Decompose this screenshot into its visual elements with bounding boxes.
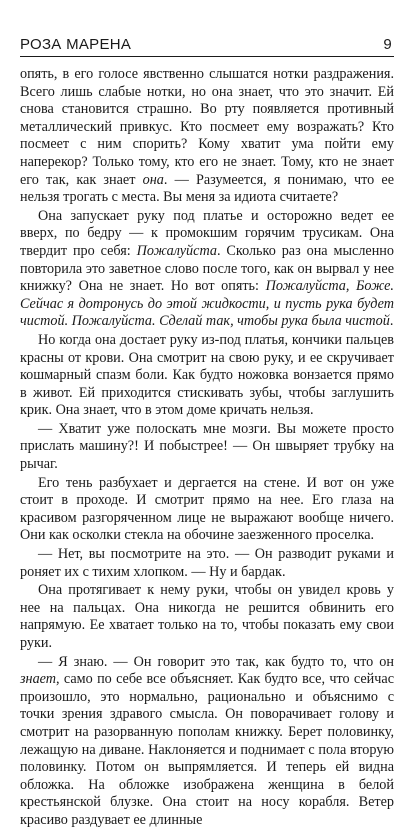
paragraph xyxy=(20,546,394,581)
paragraph xyxy=(20,208,394,331)
running-header xyxy=(20,34,394,57)
paragraph xyxy=(20,654,394,830)
paragraph xyxy=(20,475,394,545)
text-run: . — Разумеется, я понимаю, что ее нельзя трогать с места. Вы меня за идиота считаете? xyxy=(20,171,395,206)
page-number: 9 xyxy=(383,36,392,53)
text-run: — Нет, вы посмотрите на это. — Он разводит руками и роняет их с тихим хлопком. — Ну и бардак. xyxy=(20,546,394,580)
italic-run: Пожалуйста xyxy=(136,242,217,259)
text-run: Его тень разбухает и дергается на стене. И вот он уже стоит в проходе. И смотрит прямо на нее. Его глаза на красивом разгоряченном лице не выражают вообще ничего. Они как осколки стекла на обочине заезженного проселка. xyxy=(20,474,394,544)
text-run: опять, в его голосе явственно слышатся нотки раздражения. Всего лишь слабые нотки, но она знает, что это значит. Ей снова становится страшно. Во рту появляется противный металлический привкус. Кто посмеет ему возражать? Кто посмеет с ним спорить? Кому хватит ума пойти ему наперекор? Только тому, кто его не знает. Тому, кто не знает его так, как знает xyxy=(20,66,394,188)
paragraph xyxy=(20,421,394,474)
text-run: Но когда она достает руку из-под платья, кончики пальцев красны от крови. Она смотрит на свою руку, и ее скручивает кошмарный спазм боли. Как будто ножовка вонзается прямо в живот. Ей приходится стискивать зубы, чтобы заглушить крик. Она знает, что в этом доме кричать нельзя. xyxy=(20,331,394,419)
book-title: РОЗА МАРЕНА xyxy=(20,36,132,53)
text-run: — Хватит уже полоскать мне мозги. Вы можете просто прислать машину?! И побыстрее! — Он швыряет трубку на рычаг. xyxy=(20,420,394,473)
paragraph xyxy=(20,66,394,207)
text-run: — Я знаю. — Он говорит это так, как будто то, что он xyxy=(38,653,394,670)
italic-run: она xyxy=(142,171,164,188)
body-text xyxy=(20,66,394,830)
text-run: . xyxy=(389,313,394,330)
text-run: , само по себе все объясняет. Как будто все, что сейчас произошло, это нормально, рационально и объяснимо с точки зрения здравого смысла. Он поворачивает голову и смотрит на разорванную пополам книжку. Берет половинку, лежащую на диване. Наклоняется и поднимает с пола вторую половинку. Потом он выпрямляется. И теперь ей видна обложка. На обложке изображена женщина в белой крестьянской блузке. Она стоит на носу корабля. Ветер красиво раздувает ее длинные xyxy=(20,671,394,828)
text-run: Она протягивает к нему руки, чтобы он увидел кровь у нее на пальцах. Она никогда не решится обвинить его напрямую. Ее хватает только на то, чтобы показать ему свои руки. xyxy=(20,582,394,651)
paragraph xyxy=(20,332,394,420)
italic-run: знает xyxy=(20,671,57,688)
italic-run: Пожалуйста, Боже. Сейчас я дотронусь до этой жидкости, и пусть рука будет чистой. Пожалуйста. Сделай так, чтобы рука была чистой xyxy=(20,278,394,330)
text-run: . Сколько раз она мысленно повторила это заветное слово после того, как он вырвал у нее книжку? Она не знает. Но вот опять: xyxy=(20,242,394,295)
paragraph xyxy=(20,582,394,652)
text-run: Она запускает руку под платье и осторожно ведет ее вверх, по бедру — к промокшим горячим трусикам. Она твердит про себя: xyxy=(20,207,394,259)
